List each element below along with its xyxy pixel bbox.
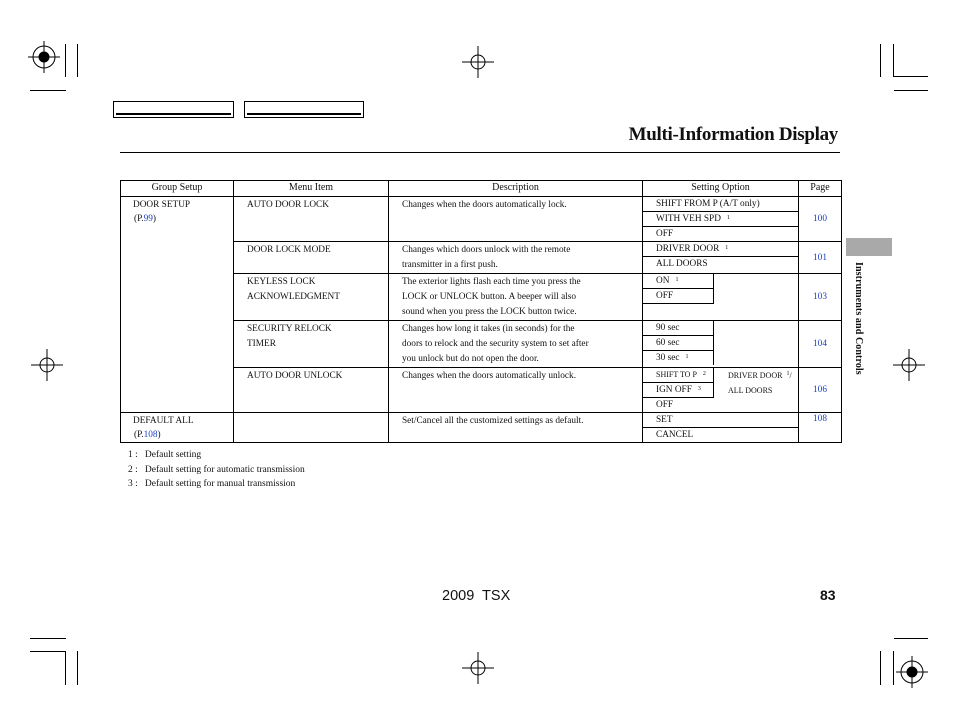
option-label: 30 sec [656, 353, 680, 363]
footnote [128, 463, 305, 477]
options-cell [643, 413, 799, 443]
footnote-mark: 3 : [128, 479, 138, 489]
footnote-text: Default setting [144, 450, 202, 460]
page-link[interactable]: 100 [813, 214, 827, 224]
ref-suffix: ) [152, 214, 156, 224]
table-row [121, 413, 842, 443]
group-name: DOOR SETUP [133, 200, 191, 210]
col-header: Setting Option [643, 181, 799, 197]
ref-suffix: ) [157, 430, 161, 440]
group-cell [121, 197, 234, 413]
options-cell [643, 274, 799, 321]
ref-prefix: (P. [134, 430, 144, 440]
option-label: ON [656, 276, 670, 286]
description: The exterior lights flash each time you press the [402, 277, 581, 287]
description: doors to relock and the security system to set after [402, 339, 589, 349]
menu-item: DOOR LOCK MODE [247, 245, 331, 255]
option [643, 274, 714, 289]
col-header: Menu Item [234, 181, 389, 197]
crosshair-icon [31, 349, 63, 381]
nav-tab-box [113, 101, 234, 118]
table-row [121, 197, 842, 242]
title-rule [120, 152, 840, 153]
crosshair-icon [462, 46, 494, 78]
description: Set/Cancel all the customized settings as default. [402, 416, 584, 426]
page-number: 83 [820, 587, 836, 603]
option: 60 sec [643, 336, 714, 351]
options-cell [643, 197, 799, 242]
page-link[interactable]: 103 [813, 292, 827, 302]
option-label: IGN OFF [656, 385, 692, 395]
registration-target-icon [28, 41, 60, 73]
ref-prefix: (P. [134, 214, 144, 224]
option: ALL DOORS [656, 259, 708, 269]
footnote-mark: 1 : [128, 450, 138, 460]
footnote-mark: 1 [685, 354, 689, 360]
menu-item: SECURITY RELOCK [247, 324, 332, 334]
registration-target-icon [896, 656, 928, 688]
footnote [128, 448, 201, 462]
description: Changes how long it takes (in seconds) for the [402, 324, 575, 334]
footnote-mark: 2 [702, 371, 706, 377]
model-label: 2009 TSX [442, 588, 511, 604]
table-header-row [121, 181, 842, 197]
footnote-mark: 1 [675, 277, 679, 283]
footnote-text: Default setting for automatic transmission [144, 465, 305, 475]
page-link[interactable]: 106 [813, 385, 827, 395]
description: LOCK or UNLOCK button. A beeper will also [402, 292, 577, 302]
description: Changes which doors unlock with the remote [402, 245, 571, 255]
group-cell [121, 413, 234, 443]
separator: / [789, 371, 792, 380]
options-cell [643, 321, 799, 368]
col-header: Page [799, 181, 842, 197]
page-title: Multi-Information Display [628, 124, 838, 145]
nav-tab-box [244, 101, 364, 118]
page-ref-link[interactable]: 99 [143, 214, 153, 224]
menu-item: AUTO DOOR UNLOCK [247, 371, 343, 381]
footnote-mark: 1 [786, 371, 790, 377]
option-label: DRIVER DOOR [656, 244, 720, 254]
page-link[interactable]: 108 [813, 414, 827, 424]
empty-cell [234, 413, 389, 443]
option [643, 242, 798, 257]
option: OFF [656, 229, 674, 239]
footnote-mark: 2 : [128, 465, 138, 475]
option-label: SHIFT TO P [656, 370, 697, 379]
menu-item: TIMER [247, 339, 276, 349]
option [643, 212, 798, 227]
footnote [128, 477, 295, 491]
description: sound when you press the LOCK button twice. [402, 307, 577, 317]
description: Changes when the doors automatically lock. [402, 200, 567, 210]
description: transmitter in a first push. [402, 260, 498, 270]
option: OFF [643, 289, 714, 304]
sub-option: DRIVER DOOR [728, 371, 783, 380]
footnote-text: Default setting for manual transmission [144, 479, 296, 489]
crosshair-icon [893, 349, 925, 381]
description: you unlock but do not open the door. [402, 354, 539, 364]
option: SET [643, 413, 798, 428]
menu-item: AUTO DOOR LOCK [247, 200, 329, 210]
option: OFF [656, 400, 674, 410]
option [643, 368, 714, 383]
page-link[interactable]: 101 [813, 252, 827, 263]
sub-option: ALL DOORS [728, 386, 773, 395]
menu-item: KEYLESS LOCK [247, 277, 316, 287]
section-label: Instruments and Controls [853, 262, 864, 375]
option: CANCEL [656, 430, 694, 440]
sub-options [728, 368, 792, 398]
option [643, 383, 714, 398]
option: 90 sec [643, 321, 714, 336]
col-header: Group Setup [121, 181, 234, 197]
section-tab [846, 238, 892, 256]
footnote-mark: 3 [697, 386, 701, 392]
options-cell [643, 368, 799, 413]
option-label: WITH VEH SPD [656, 214, 721, 224]
option [643, 351, 714, 365]
group-name: DEFAULT ALL [133, 416, 194, 426]
option: SHIFT FROM P (A/T only) [643, 197, 798, 212]
description: Changes when the doors automatically unlock. [402, 371, 577, 381]
menu-item: ACKNOWLEDGMENT [247, 292, 340, 302]
footnote-mark: 1 [726, 215, 730, 221]
page-link[interactable]: 104 [813, 339, 827, 349]
footnote-mark: 1 [725, 245, 729, 251]
page-ref-link[interactable]: 108 [143, 430, 158, 440]
options-cell [643, 242, 799, 274]
settings-table [120, 180, 842, 443]
col-header: Description [389, 181, 643, 197]
crosshair-icon [462, 652, 494, 684]
